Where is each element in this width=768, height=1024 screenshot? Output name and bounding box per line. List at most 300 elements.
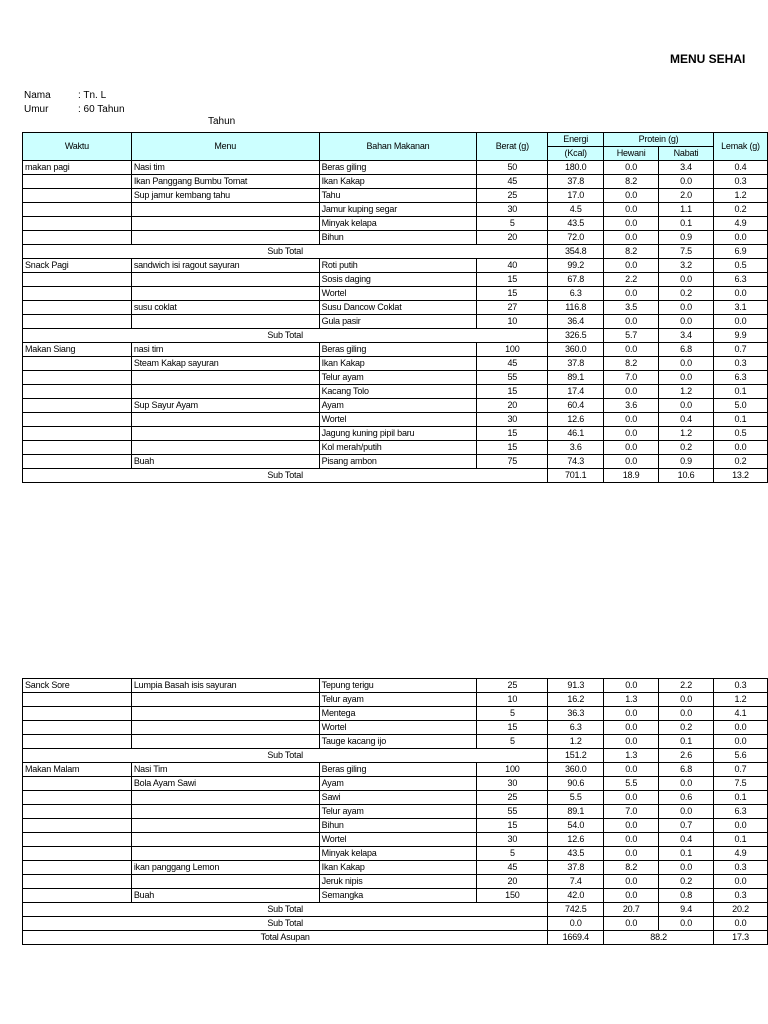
cell-energi: 6.3 — [548, 287, 604, 301]
cell-hewani: 0.0 — [604, 343, 659, 357]
cell-menu — [131, 413, 319, 427]
cell-waktu — [23, 357, 132, 371]
menu-table-2 — [22, 678, 768, 945]
cell-berat: 5 — [477, 847, 548, 861]
cell-nabati: 0.7 — [659, 819, 714, 833]
cell-waktu — [23, 441, 132, 455]
cell-bahan: Wortel — [319, 413, 477, 427]
cell-bahan: Beras giling — [319, 343, 477, 357]
cell-hewani: 0.0 — [604, 791, 659, 805]
table-row — [23, 343, 768, 357]
cell-lemak: 4.9 — [714, 847, 768, 861]
cell-hewani: 0.0 — [604, 203, 659, 217]
cell-menu: Buah — [131, 889, 319, 903]
cell-lemak: 5.0 — [713, 399, 767, 413]
cell-waktu — [23, 427, 132, 441]
cell-nabati: 0.0 — [659, 805, 714, 819]
header-energi-unit: (Kcal) — [548, 147, 604, 161]
cell-lemak: 0.1 — [713, 413, 767, 427]
table-row — [23, 763, 768, 777]
cell-lemak: 0.0 — [713, 315, 767, 329]
cell-energi: 180.0 — [548, 161, 604, 175]
cell-hewani: 0.0 — [604, 847, 659, 861]
cell-hewani: 5.7 — [604, 329, 659, 343]
cell-bahan: Bihun — [319, 819, 477, 833]
cell-lemak: 5.6 — [714, 749, 768, 763]
table-row — [23, 371, 768, 385]
cell-energi: 37.8 — [548, 861, 604, 875]
cell-menu — [131, 833, 319, 847]
cell-lemak: 6.3 — [714, 805, 768, 819]
cell-lemak: 0.0 — [714, 819, 768, 833]
cell-waktu — [23, 833, 132, 847]
cell-hewani: 0.0 — [604, 161, 659, 175]
cell-menu — [131, 735, 319, 749]
cell-bahan: Tahu — [319, 189, 477, 203]
cell-nabati: 6.8 — [659, 763, 714, 777]
cell-menu: Steam Kakap sayuran — [131, 357, 319, 371]
table-row — [23, 413, 768, 427]
cell-menu: Buah — [131, 455, 319, 469]
table-row — [23, 273, 768, 287]
cell-nabati: 3.4 — [659, 329, 714, 343]
table-row — [23, 287, 768, 301]
header-bahan: Bahan Makanan — [319, 133, 477, 161]
cell-lemak: 6.9 — [713, 245, 767, 259]
table-row — [23, 441, 768, 455]
table-row — [23, 679, 768, 693]
table-row — [23, 357, 768, 371]
cell-hewani: 20.7 — [604, 903, 659, 917]
cell-nabati: 0.2 — [659, 875, 714, 889]
cell-bahan: Minyak kelapa — [319, 847, 477, 861]
cell-lemak: 7.5 — [714, 777, 768, 791]
cell-berat: 45 — [477, 357, 548, 371]
cell-lemak: 13.2 — [713, 469, 767, 483]
cell-menu: susu coklat — [131, 301, 319, 315]
cell-berat: 100 — [477, 343, 548, 357]
cell-nabati: 0.0 — [659, 917, 714, 931]
cell-menu — [131, 707, 319, 721]
cell-waktu: Makan Siang — [23, 343, 132, 357]
cell-nabati: 0.0 — [659, 175, 714, 189]
table-row — [23, 777, 768, 791]
cell-lemak: 4.1 — [714, 707, 768, 721]
cell-hewani: 0.0 — [604, 315, 659, 329]
cell-waktu — [23, 889, 132, 903]
cell-energi: 46.1 — [548, 427, 604, 441]
cell-lemak: 0.1 — [714, 791, 768, 805]
cell-nabati: 0.0 — [659, 301, 714, 315]
cell-bahan: Telur ayam — [319, 371, 477, 385]
cell-lemak: 0.1 — [714, 833, 768, 847]
header-berat: Berat (g) — [477, 133, 548, 161]
cell-berat: 30 — [477, 777, 548, 791]
name-value: : Tn. L — [78, 90, 107, 101]
cell-berat: 20 — [477, 399, 548, 413]
cell-energi: 89.1 — [548, 805, 604, 819]
cell-nabati: 6.8 — [659, 343, 714, 357]
cell-waktu — [23, 847, 132, 861]
cell-hewani: 0.0 — [604, 917, 659, 931]
cell-berat: 15 — [477, 287, 548, 301]
cell-berat: 10 — [477, 693, 548, 707]
header-protein: Protein (g) — [604, 133, 714, 147]
cell-energi: 12.6 — [548, 833, 604, 847]
cell-energi: 151.2 — [548, 749, 604, 763]
cell-berat: 10 — [477, 315, 548, 329]
cell-energi: 37.8 — [548, 357, 604, 371]
cell-nabati: 3.4 — [659, 161, 714, 175]
header-waktu: Waktu — [23, 133, 132, 161]
cell-bahan: Mentega — [319, 707, 477, 721]
cell-lemak: 9.9 — [713, 329, 767, 343]
cell-menu: Sup jamur kembang tahu — [131, 189, 319, 203]
table-row — [23, 427, 768, 441]
cell-energi: 1.2 — [548, 735, 604, 749]
cell-lemak: 0.3 — [714, 889, 768, 903]
cell-nabati: 0.8 — [659, 889, 714, 903]
cell-waktu — [23, 721, 132, 735]
cell-bahan: Ikan Kakap — [319, 861, 477, 875]
cell-berat: 45 — [477, 861, 548, 875]
cell-bahan: Wortel — [319, 287, 477, 301]
subtotal-row — [23, 749, 768, 763]
header-menu: Menu — [131, 133, 319, 161]
cell-menu: Bola Ayam Sawi — [131, 777, 319, 791]
cell-menu — [131, 791, 319, 805]
cell-hewani: 0.0 — [604, 721, 659, 735]
cell-berat: 15 — [477, 273, 548, 287]
cell-energi: 742.5 — [548, 903, 604, 917]
cell-menu — [131, 721, 319, 735]
table-row — [23, 455, 768, 469]
total-label: Total Asupan — [23, 931, 548, 945]
cell-bahan: Beras giling — [319, 763, 477, 777]
table-row — [23, 231, 768, 245]
table-row — [23, 721, 768, 735]
table-row — [23, 735, 768, 749]
cell-waktu — [23, 231, 132, 245]
cell-nabati: 3.2 — [659, 259, 714, 273]
cell-menu — [131, 693, 319, 707]
cell-energi: 701.1 — [548, 469, 604, 483]
cell-berat: 55 — [477, 371, 548, 385]
cell-berat: 30 — [477, 833, 548, 847]
cell-energi: 17.0 — [548, 189, 604, 203]
cell-berat: 45 — [477, 175, 548, 189]
cell-berat: 25 — [477, 791, 548, 805]
cell-waktu — [23, 693, 132, 707]
cell-menu: Lumpia Basah isis sayuran — [131, 679, 319, 693]
cell-hewani: 0.0 — [604, 889, 659, 903]
page-title: MENU SEHAI — [670, 52, 746, 66]
cell-hewani: 8.2 — [604, 357, 659, 371]
cell-menu — [131, 371, 319, 385]
cell-lemak: 6.3 — [713, 273, 767, 287]
cell-energi: 42.0 — [548, 889, 604, 903]
cell-menu — [131, 805, 319, 819]
cell-menu: Nasi tim — [131, 161, 319, 175]
cell-nabati: 2.6 — [659, 749, 714, 763]
cell-waktu: makan pagi — [23, 161, 132, 175]
cell-nabati: 2.2 — [659, 679, 714, 693]
header-hewani: Hewani — [604, 147, 659, 161]
cell-hewani: 0.0 — [604, 455, 659, 469]
menu-table-2-body — [23, 679, 768, 945]
cell-lemak: 0.5 — [713, 427, 767, 441]
cell-hewani: 0.0 — [604, 413, 659, 427]
cell-berat: 5 — [477, 217, 548, 231]
cell-energi: 67.8 — [548, 273, 604, 287]
cell-hewani: 0.0 — [604, 763, 659, 777]
cell-lemak: 0.0 — [713, 231, 767, 245]
cell-menu: Sup Sayur Ayam — [131, 399, 319, 413]
cell-lemak: 17.3 — [714, 931, 768, 945]
subtotal-row — [23, 917, 768, 931]
header-energi: Energi — [548, 133, 604, 147]
cell-lemak: 20.2 — [714, 903, 768, 917]
cell-energi: 60.4 — [548, 399, 604, 413]
subtotal-label: Sub Total — [23, 245, 548, 259]
cell-energi: 43.5 — [548, 847, 604, 861]
cell-waktu: Snack Pagi — [23, 259, 132, 273]
subtotal-label: Sub Total — [23, 469, 548, 483]
cell-nabati: 0.0 — [659, 315, 714, 329]
cell-energi: 99.2 — [548, 259, 604, 273]
cell-bahan: Pisang ambon — [319, 455, 477, 469]
cell-menu — [131, 847, 319, 861]
cell-bahan: Wortel — [319, 721, 477, 735]
cell-lemak: 0.4 — [713, 161, 767, 175]
cell-lemak: 0.2 — [713, 203, 767, 217]
cell-waktu — [23, 189, 132, 203]
cell-waktu — [23, 301, 132, 315]
cell-bahan: Jeruk nipis — [319, 875, 477, 889]
cell-berat: 20 — [477, 875, 548, 889]
cell-waktu — [23, 371, 132, 385]
cell-berat: 15 — [477, 385, 548, 399]
cell-hewani: 0.0 — [604, 217, 659, 231]
cell-hewani: 0.0 — [604, 385, 659, 399]
cell-menu — [131, 819, 319, 833]
name-label: Nama — [24, 90, 51, 101]
cell-nabati: 0.1 — [659, 847, 714, 861]
cell-bahan: Sawi — [319, 791, 477, 805]
cell-hewani: 2.2 — [604, 273, 659, 287]
cell-nabati: 0.1 — [659, 217, 714, 231]
cell-berat: 15 — [477, 721, 548, 735]
cell-waktu — [23, 273, 132, 287]
cell-lemak: 0.5 — [713, 259, 767, 273]
cell-protein-total: 88.2 — [604, 931, 714, 945]
cell-nabati: 0.0 — [659, 777, 714, 791]
tahun-label: Tahun — [208, 116, 236, 127]
cell-berat: 75 — [477, 455, 548, 469]
cell-menu — [131, 203, 319, 217]
cell-energi: 36.3 — [548, 707, 604, 721]
cell-bahan: Ayam — [319, 399, 477, 413]
cell-menu: sandwich isi ragout sayuran — [131, 259, 319, 273]
cell-hewani: 0.0 — [604, 231, 659, 245]
cell-menu: Ikan Panggang Bumbu Tomat — [131, 175, 319, 189]
cell-bahan: Jagung kuning pipil baru — [319, 427, 477, 441]
table-row — [23, 301, 768, 315]
cell-energi: 91.3 — [548, 679, 604, 693]
subtotal-label: Sub Total — [23, 329, 548, 343]
cell-energi: 37.8 — [548, 175, 604, 189]
cell-berat: 50 — [477, 161, 548, 175]
cell-lemak: 0.0 — [714, 875, 768, 889]
cell-lemak: 0.7 — [714, 763, 768, 777]
table-row — [23, 847, 768, 861]
cell-energi: 3.6 — [548, 441, 604, 455]
cell-hewani: 3.5 — [604, 301, 659, 315]
cell-lemak: 0.3 — [714, 679, 768, 693]
cell-waktu — [23, 399, 132, 413]
cell-menu: ikan panggang Lemon — [131, 861, 319, 875]
cell-menu — [131, 875, 319, 889]
subtotal-row — [23, 245, 768, 259]
cell-hewani: 7.0 — [604, 371, 659, 385]
cell-energi: 90.6 — [548, 777, 604, 791]
cell-lemak: 0.2 — [713, 455, 767, 469]
cell-lemak: 6.3 — [713, 371, 767, 385]
cell-bahan: Sosis daging — [319, 273, 477, 287]
cell-nabati: 2.0 — [659, 189, 714, 203]
cell-nabati: 0.9 — [659, 455, 714, 469]
cell-lemak: 3.1 — [713, 301, 767, 315]
cell-waktu — [23, 175, 132, 189]
cell-energi: 7.4 — [548, 875, 604, 889]
cell-berat: 30 — [477, 203, 548, 217]
cell-nabati: 0.1 — [659, 735, 714, 749]
cell-berat: 55 — [477, 805, 548, 819]
cell-waktu — [23, 861, 132, 875]
cell-hewani: 0.0 — [604, 707, 659, 721]
cell-lemak: 0.0 — [714, 917, 768, 931]
cell-lemak: 4.9 — [713, 217, 767, 231]
subtotal-row — [23, 903, 768, 917]
cell-waktu — [23, 287, 132, 301]
cell-energi: 54.0 — [548, 819, 604, 833]
cell-bahan: Tauge kacang ijo — [319, 735, 477, 749]
subtotal-label: Sub Total — [23, 749, 548, 763]
table-row — [23, 161, 768, 175]
cell-bahan: Ayam — [319, 777, 477, 791]
cell-hewani: 1.3 — [604, 693, 659, 707]
cell-waktu — [23, 315, 132, 329]
cell-nabati: 9.4 — [659, 903, 714, 917]
cell-hewani: 0.0 — [604, 259, 659, 273]
table-row — [23, 819, 768, 833]
table-row — [23, 399, 768, 413]
cell-bahan: Minyak kelapa — [319, 217, 477, 231]
cell-waktu — [23, 455, 132, 469]
cell-berat: 15 — [477, 441, 548, 455]
cell-lemak: 0.0 — [713, 287, 767, 301]
table-row — [23, 217, 768, 231]
cell-nabati: 10.6 — [659, 469, 714, 483]
cell-lemak: 0.3 — [713, 175, 767, 189]
cell-bahan: Wortel — [319, 833, 477, 847]
cell-nabati: 0.9 — [659, 231, 714, 245]
cell-bahan: Roti putih — [319, 259, 477, 273]
cell-lemak: 1.2 — [713, 189, 767, 203]
subtotal-label: Sub Total — [23, 903, 548, 917]
cell-nabati: 0.0 — [659, 371, 714, 385]
cell-energi: 74.3 — [548, 455, 604, 469]
cell-nabati: 0.4 — [659, 413, 714, 427]
cell-menu — [131, 231, 319, 245]
cell-bahan: Ikan Kakap — [319, 357, 477, 371]
cell-nabati: 1.2 — [659, 427, 714, 441]
cell-energi: 326.5 — [548, 329, 604, 343]
cell-nabati: 0.2 — [659, 721, 714, 735]
cell-hewani: 1.3 — [604, 749, 659, 763]
cell-waktu — [23, 385, 132, 399]
cell-menu: nasi tim — [131, 343, 319, 357]
cell-energi: 360.0 — [548, 343, 604, 357]
cell-menu — [131, 287, 319, 301]
cell-bahan: Jamur kuping segar — [319, 203, 477, 217]
menu-table-1 — [22, 132, 768, 483]
cell-berat: 25 — [477, 679, 548, 693]
cell-menu — [131, 441, 319, 455]
cell-hewani: 0.0 — [604, 287, 659, 301]
table-row — [23, 833, 768, 847]
cell-energi: 17.4 — [548, 385, 604, 399]
cell-nabati: 0.0 — [659, 693, 714, 707]
cell-nabati: 0.2 — [659, 287, 714, 301]
cell-energi: 16.2 — [548, 693, 604, 707]
cell-bahan: Telur ayam — [319, 693, 477, 707]
cell-bahan: Bihun — [319, 231, 477, 245]
table-row — [23, 259, 768, 273]
cell-nabati: 0.0 — [659, 357, 714, 371]
cell-hewani: 0.0 — [604, 189, 659, 203]
cell-lemak: 0.0 — [714, 735, 768, 749]
cell-bahan: Gula pasir — [319, 315, 477, 329]
cell-energi: 89.1 — [548, 371, 604, 385]
cell-lemak: 0.7 — [713, 343, 767, 357]
table-row — [23, 175, 768, 189]
cell-nabati: 7.5 — [659, 245, 714, 259]
table-row — [23, 203, 768, 217]
cell-energi: 36.4 — [548, 315, 604, 329]
cell-lemak: 0.3 — [713, 357, 767, 371]
cell-waktu — [23, 203, 132, 217]
cell-berat: 150 — [477, 889, 548, 903]
cell-waktu — [23, 875, 132, 889]
cell-hewani: 0.0 — [604, 427, 659, 441]
cell-waktu — [23, 819, 132, 833]
cell-hewani: 7.0 — [604, 805, 659, 819]
cell-menu — [131, 427, 319, 441]
cell-berat: 40 — [477, 259, 548, 273]
cell-hewani: 0.0 — [604, 735, 659, 749]
cell-berat: 5 — [477, 707, 548, 721]
cell-nabati: 0.0 — [659, 707, 714, 721]
cell-lemak: 1.2 — [714, 693, 768, 707]
cell-energi: 116.8 — [548, 301, 604, 315]
cell-energi: 4.5 — [548, 203, 604, 217]
cell-waktu — [23, 707, 132, 721]
cell-energi: 354.8 — [548, 245, 604, 259]
cell-energi: 1669.4 — [548, 931, 604, 945]
cell-berat: 15 — [477, 427, 548, 441]
cell-nabati: 0.0 — [659, 861, 714, 875]
